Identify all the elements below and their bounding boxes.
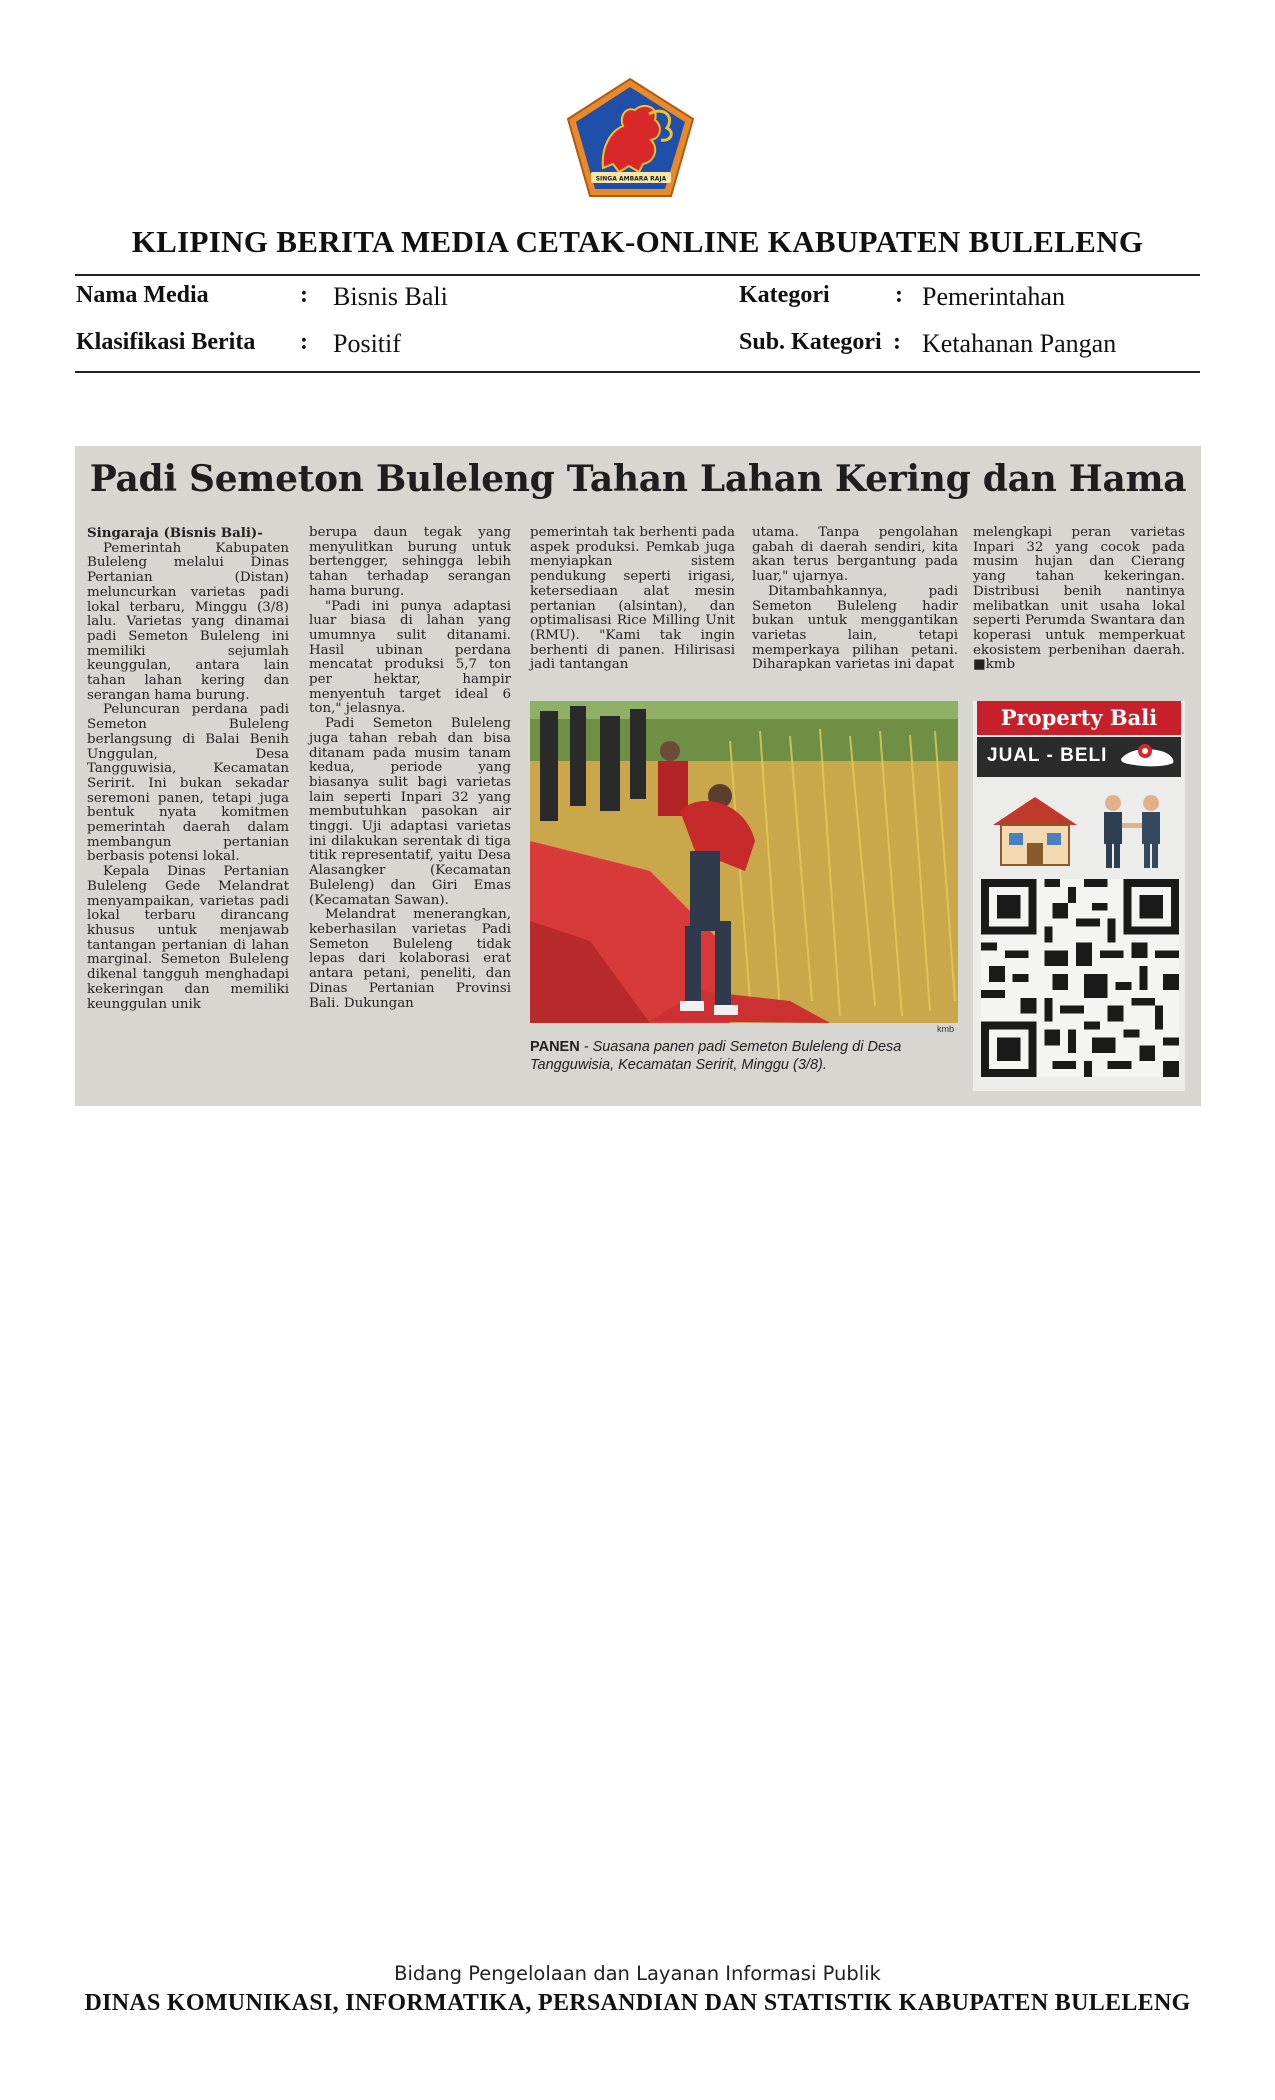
article-paragraph: utama. Tanpa pengolahan gabah di daerah sendiri, kita akan terus bergantung pada luar," ujarnya. [752,525,958,585]
category-label: Kategori [739,282,830,308]
article-paragraph: berupa daun tegak yang menyulitkan burung untuk bertengger, sehingga lebih tahan terhadap serangan hama burung. [309,525,511,599]
article-paragraph: "Padi ini punya adaptasi luar biasa di lahan yang umumnya sulit ditanami. Hasil ubinan perdana mencatat produksi 5,7 ton per hektar, hampir menyentuh target ideal 6 ton," jelasnya. [309,598,511,717]
meta-divider [75,371,1200,373]
page-title: KLIPING BERITA MEDIA CETAK-ONLINE KABUPATEN BULELENG [131,224,1144,259]
article-column-2 [309,526,511,1011]
media-colon: : [300,282,308,308]
article-paragraph: Pemerintah Kabupaten Buleleng melalui Dinas Pertanian (Distan) meluncurkan varietas padi lokal terbaru, Minggu (3/8) lalu. Varietas yang dinamai padi Semeton Buleleng ini memiliki sejumlah keunggulan, antara lain tahan lahan kering dan serangan hama burung. [87,540,289,703]
article-column-1 [87,526,289,1012]
article-paragraph: pemerintah tak berhenti pada aspek produksi. Pemkab juga menyiapkan sistem pendukung seperti irigasi, ketersediaan alat mesin pertanian (alsintan), dan optimalisasi Rice Milling Unit (RMU). "Kami tak ingin berhenti di panen. Hilirisasi jadi tantangan [530,525,735,673]
ad-band [977,737,1181,777]
footer-agency: DINAS KOMUNIKASI, INFORMATIKA, PERSANDIAN DAN STATISTIK KABUPATEN BULELENG [84,1990,1191,2016]
newspaper-clipping [75,446,1201,1106]
property-advertisement [973,701,1185,1091]
subcategory-label: Sub. Kategori [739,329,882,355]
buleleng-crest-logo [563,76,698,201]
subcategory-value: Ketahanan Pangan [922,329,1117,358]
classification-label: Klasifikasi Berita [76,329,256,355]
photo-caption [530,1038,960,1074]
article-paragraph: Melandrat menerangkan, keberhasilan varietas Padi Semeton Buleleng tidak lepas dari kolaborasi erat antara petani, peneliti, dan Dinas Pertanian Provinsi Bali. Dukungan [309,907,511,1011]
subcategory-colon: : [893,329,901,355]
article-paragraph: melengkapi peran varietas Inpari 32 yang cocok pada musim hujan dan Cierang yang tahan kekeringan. Distribusi benih nantinya melibatkan unit usaha lokal seperti Perumda Swantara dan koperasi untuk memperkuat ekosistem perbenihan daerah. ■kmb [973,525,1185,673]
classification-colon: : [300,329,308,355]
article-paragraph: Ditambahkannya, padi Semeton Buleleng hadir bukan untuk menggantikan varietas lain, tetapi memperkaya pilihan petani. Diharapkan varietas ini dapat [752,583,958,673]
article-paragraph: Padi Semeton Buleleng juga tahan rebah dan bisa ditanam pada musim tanam kedua, periode yang biasanya sulit bagi varietas lain seperti Inpari 32 yang membutuhkan pasokan air tinggi. Uji adaptasi varietas ini dilakukan serentak di tiga titik representatif, yaitu Desa Alasangker (Kecamatan Buleleng) dan Giri Emas (Kecamatan Sawan). [309,716,511,908]
article-column-4 [752,526,958,673]
article-column-5 [973,526,1185,673]
caption-text: - Suasana panen padi Semeton Buleleng di Desa Tangguwisia, Kecamatan Seririt, Minggu (3/8). [530,1039,902,1073]
logo-motto: SINGA AMBARA RAJA [595,175,667,183]
article-paragraph: Peluncuran perdana padi Semeton Buleleng berlangsung di Balai Benih Unggulan, Desa Tangguwisia, Kecamatan Seririt. Ini bukan sekadar seremoni panen, tetapi juga bentuk nyata komitmen pemerintah daerah dalam membangun pertanian berbasis potensi lokal. [87,702,289,865]
article-paragraph: Kepala Dinas Pertanian Buleleng Gede Melandrat menyampaikan, varietas padi lokal terbaru dirancang khusus untuk menjawab tantangan pertanian di lahan marginal. Semeton Buleleng dikenal tangguh menghadapi kekeringan dan memiliki keunggulan unik [87,864,289,1012]
classification-value: Positif [333,329,401,358]
article-dateline: Singaraja (Bisnis Bali)- [87,525,263,541]
category-value: Pemerintahan [922,282,1065,311]
media-label: Nama Media [76,282,209,308]
footer-department: Bidang Pengelolaan dan Layanan Informasi Publik [394,1962,881,1985]
bali-map-icon [1117,741,1179,773]
photo-credit: kmb [937,1024,955,1034]
ad-brand: Property Bali [977,701,1181,735]
harvest-photo [530,701,958,1023]
article-column-3 [530,526,735,673]
caption-heading: PANEN [530,1039,580,1055]
article-headline: Padi Semeton Buleleng Tahan Lahan Kering dan Hama [89,458,1187,500]
media-value: Bisnis Bali [333,282,448,311]
title-divider [75,274,1200,276]
qr-code-icon [981,879,1179,1077]
ad-tagline: JUAL - BELI [987,745,1108,766]
category-colon: : [895,282,903,308]
property-deal-illustration [983,785,1178,871]
